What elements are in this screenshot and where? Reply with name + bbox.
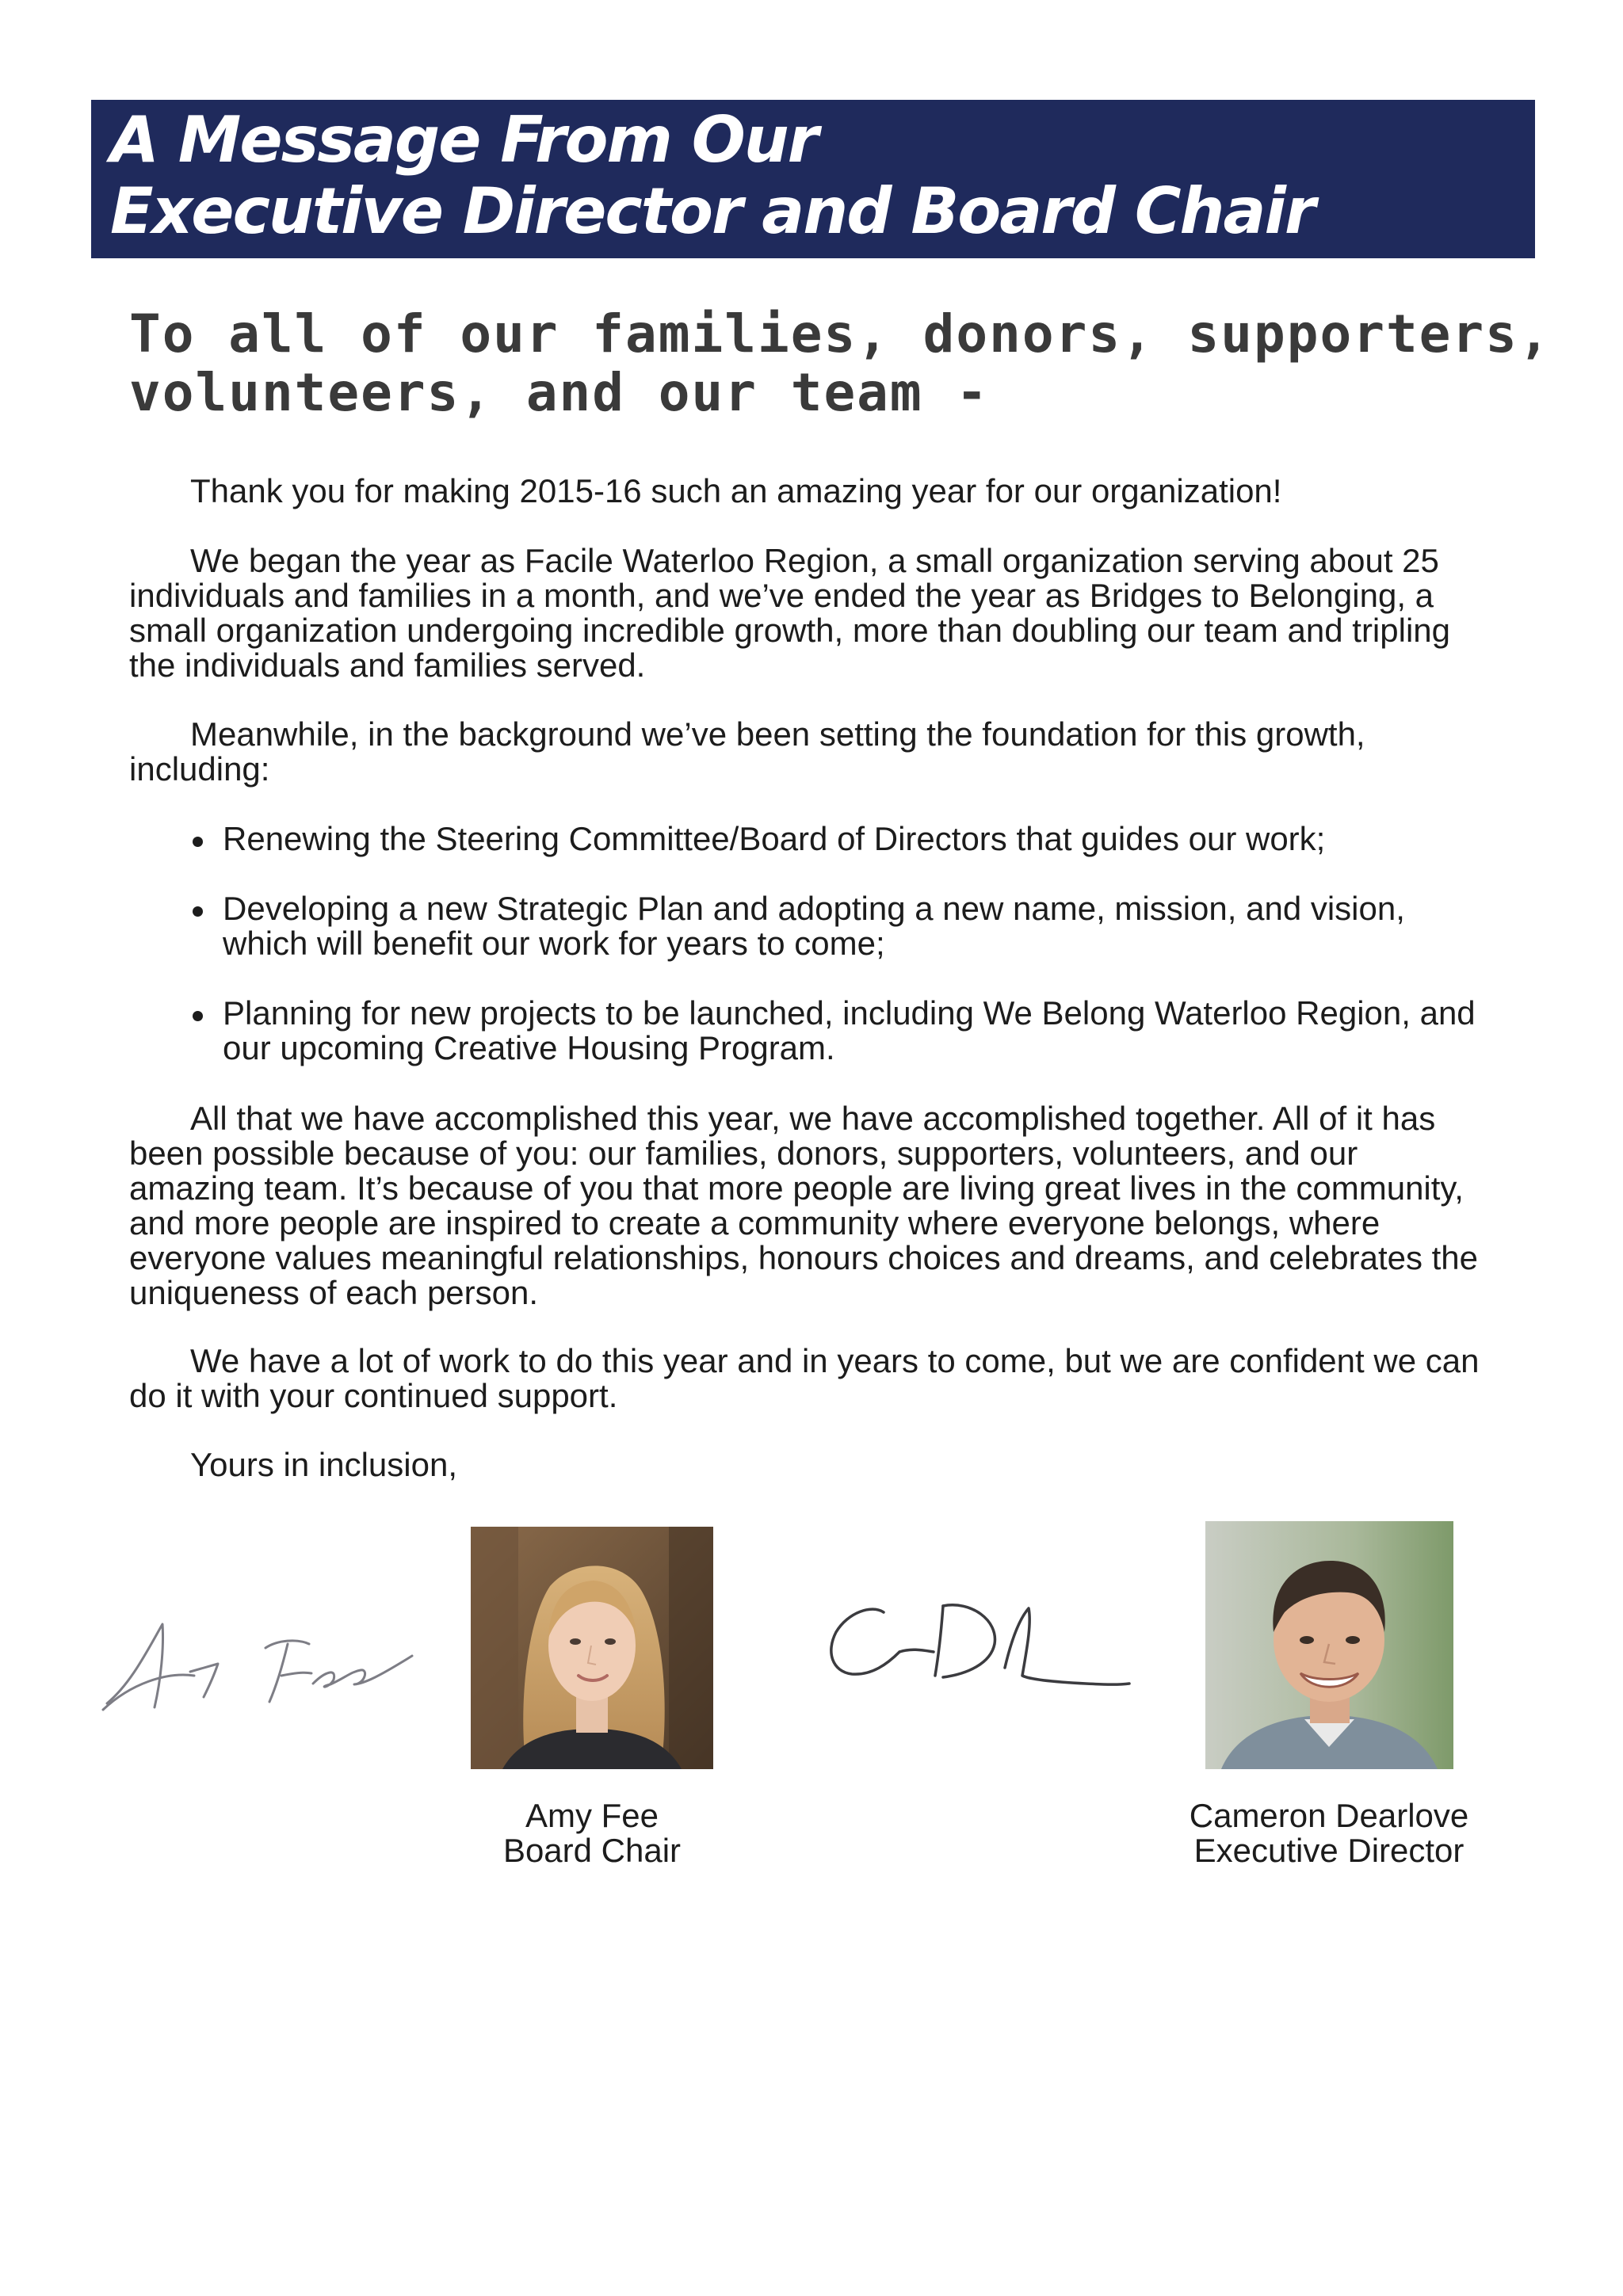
amy-fee-caption bbox=[455, 1798, 729, 1868]
page-title-line-2: Executive Director and Board Chair bbox=[110, 174, 1315, 248]
list-item-text: Renewing the Steering Committee/Board of Directors that guides our work; bbox=[223, 820, 1326, 857]
amy-fee-signature bbox=[99, 1608, 424, 1727]
list-item bbox=[129, 891, 1492, 961]
cameron-dearlove-photo bbox=[1205, 1521, 1453, 1769]
cameron-dearlove-caption bbox=[1159, 1798, 1499, 1868]
woman-portrait-icon bbox=[471, 1527, 713, 1769]
bullet-icon bbox=[193, 1011, 203, 1021]
amy-fee-photo bbox=[471, 1527, 713, 1769]
bullet-icon bbox=[193, 906, 203, 917]
letter-closing: Yours in inclusion, bbox=[190, 1446, 457, 1483]
signatory-role: Executive Director bbox=[1193, 1832, 1465, 1869]
salutation-heading bbox=[129, 303, 1552, 423]
letter-paragraph-3: Meanwhile, in the background we’ve been setting the foundation for this growth, including: bbox=[129, 715, 1365, 788]
header-banner bbox=[91, 100, 1535, 258]
bullet-icon bbox=[193, 837, 203, 847]
man-portrait-icon bbox=[1205, 1521, 1453, 1769]
page-title-line-1: A Message From Our bbox=[110, 103, 818, 177]
signatory-role: Board Chair bbox=[502, 1832, 682, 1869]
letter-paragraph-2: We began the year as Facile Waterloo Region, a small organization serving about 25 individuals and families in a month, and we’ve ended the year as Bridges to Belonging, a small organization undergoing incredible growth, more than doubling our team and tripling the individuals and families served. bbox=[129, 542, 1450, 684]
list-item-text: Developing a new Strategic Plan and adopting a new name, mission, and vision, which will benefit our work for years to come; bbox=[223, 890, 1405, 962]
letter-paragraph-5: We have a lot of work to do this year and in years to come, but we are confident we can do it with your continued support. bbox=[129, 1342, 1480, 1414]
letter-paragraph-4: All that we have accomplished this year, we have accomplished together. All of it has been possible because of you: our families, donors, supporters, volunteers, and our amazing team. It’s because of you that more people are living great lives in the community, and more people are inspired to create a community where everyone belongs, where everyone values meaningful relationships, honours choices and dreams, and celebrates the uniqueness of each person. bbox=[129, 1100, 1479, 1311]
salutation-line-2: volunteers, and our team - bbox=[129, 362, 990, 423]
letter-paragraph-1: Thank you for making 2015-16 such an amazing year for our organization! bbox=[190, 472, 1282, 509]
list-item bbox=[129, 996, 1492, 1066]
signatory-name: Cameron Dearlove bbox=[1189, 1797, 1469, 1834]
salutation-line-1: To all of our families, donors, supporters, bbox=[129, 303, 1552, 364]
cameron-dearlove-signature bbox=[824, 1589, 1133, 1707]
list-item bbox=[129, 822, 1492, 856]
signatory-name: Amy Fee bbox=[525, 1797, 659, 1834]
list-item-text: Planning for new projects to be launched, including We Belong Waterloo Region, and our upcoming Creative Housing Program. bbox=[223, 994, 1476, 1066]
